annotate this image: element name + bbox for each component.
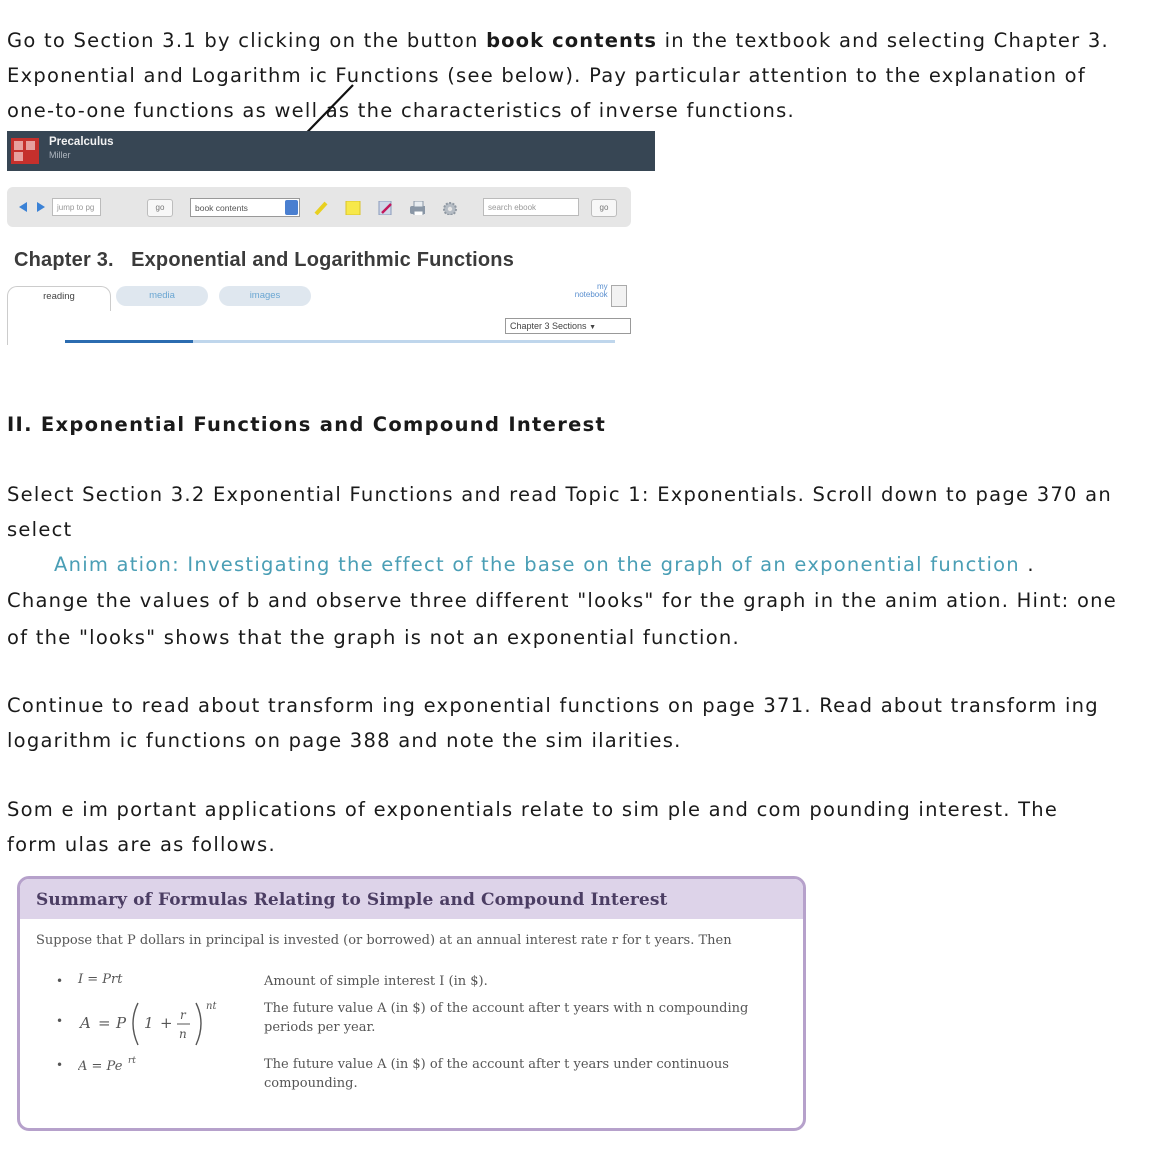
intro-line-1-text: Go to Section 3.1 by clicking on the button xyxy=(7,29,487,52)
svg-text:1: 1 xyxy=(144,1014,154,1032)
svg-text:+: + xyxy=(160,1014,173,1032)
search-go-button[interactable]: go xyxy=(591,199,617,217)
svg-text:rt: rt xyxy=(128,1056,136,1066)
print-icon[interactable] xyxy=(409,201,425,215)
chapter-sections-label: Chapter 3 Sections xyxy=(510,321,587,331)
svg-text:A: A xyxy=(80,1014,91,1032)
continuous-interest-description: The future value A (in $) of the account after t years under continuous compounding. xyxy=(264,1057,729,1091)
publisher-logo xyxy=(11,138,39,164)
svg-text:r: r xyxy=(180,1008,186,1022)
section-2-heading: II. Exponential Functions and Compound Interest xyxy=(7,413,607,436)
spinner-icon xyxy=(285,200,298,215)
tab-divider xyxy=(7,309,8,345)
compound-interest-description: The future value A (in $) of the account after t years with n compounding periods per year. xyxy=(264,1001,749,1035)
back-arrow-icon[interactable] xyxy=(19,202,27,212)
s2-p1-link-tail: . xyxy=(1019,553,1035,576)
section-2-paragraph-3 xyxy=(7,792,1167,862)
book-contents-emphasis: book contents xyxy=(486,29,658,52)
intro-paragraph xyxy=(7,23,1167,128)
intro-line-2: Exponential and Logarithm ic Functions (see below). Pay particular attention to the explanation of xyxy=(7,64,1086,87)
svg-text:nt: nt xyxy=(206,1001,217,1012)
simple-interest-description: Amount of simple interest I (in $). xyxy=(264,974,488,989)
ebook-screenshot xyxy=(7,131,655,345)
bullet-icon: • xyxy=(56,1058,64,1072)
ebook-toolbar xyxy=(7,187,631,227)
sticky-note-icon[interactable] xyxy=(345,201,361,215)
tab-media[interactable]: media xyxy=(116,286,208,306)
s2-p3-line-2: form ulas are as follows. xyxy=(7,833,276,856)
svg-text:P: P xyxy=(116,1014,127,1032)
search-ebook-input[interactable]: search ebook xyxy=(483,198,579,216)
s2-p1-line-3 xyxy=(7,547,1167,582)
notebook-icon[interactable] xyxy=(611,285,627,307)
compound-interest-formula xyxy=(78,995,238,1055)
notebook-my-label: my xyxy=(597,282,608,291)
intro-line-1 xyxy=(7,23,1167,58)
s2-p1-line-1: Select Section 3.2 Exponential Functions and read Topic 1: Exponentials. Scroll down to page 370 an xyxy=(7,483,1112,506)
chapter-heading: Chapter 3. Exponential and Logarithmic Functions xyxy=(14,249,515,271)
chapter-sections-select[interactable] xyxy=(505,318,631,334)
s2-p1-line-5: of the "looks" shows that the graph is not an exponential function. xyxy=(7,626,740,649)
s2-p1-line-4: Change the values of b and observe three different "looks" for the graph in the anim ation. Hint: one xyxy=(7,589,1117,612)
tab-images[interactable]: images xyxy=(219,286,311,306)
compound-interest-formula-graphic xyxy=(78,995,238,1051)
ebook-header xyxy=(7,131,655,171)
tab-reading[interactable]: reading xyxy=(7,286,111,311)
highlighter-icon[interactable] xyxy=(313,201,329,215)
bullet-icon: • xyxy=(56,1014,64,1028)
jump-to-page-input[interactable]: jump to pg xyxy=(52,198,101,216)
formula-box-intro: Suppose that P dollars in principal is invested (or borrowed) at an annual interest rate r for t years. Then xyxy=(36,933,732,948)
book-contents-select[interactable] xyxy=(190,198,300,217)
ebook-author: Miller xyxy=(49,150,71,160)
bookmark-icon[interactable] xyxy=(377,201,393,215)
svg-text:n: n xyxy=(179,1027,187,1041)
section-2-paragraph-1 xyxy=(7,477,1167,655)
progress-fill xyxy=(65,340,193,343)
intro-line-1-tail: in the textbook and selecting Chapter 3. xyxy=(657,29,1109,52)
formula-summary-box xyxy=(17,876,806,1131)
animation-link[interactable]: Anim ation: Investigating the effect of the base on the graph of an exponential function xyxy=(54,553,1020,576)
book-contents-label: book contents xyxy=(195,203,248,213)
continuous-interest-formula-graphic xyxy=(78,1055,158,1075)
bullet-icon: • xyxy=(56,974,64,988)
ebook-title: Precalculus xyxy=(49,136,114,148)
notebook-link[interactable] xyxy=(565,283,608,299)
svg-text:A = Pe: A = Pe xyxy=(78,1059,123,1074)
continuous-interest-formula xyxy=(78,1055,158,1079)
s2-p2-line-1: Continue to read about transform ing exponential functions on page 371. Read about transform ing xyxy=(7,694,1099,717)
s2-p1-line-2: select xyxy=(7,518,73,541)
s2-p3-line-1: Som e im portant applications of exponentials relate to sim ple and com pounding interest. The xyxy=(7,798,1059,821)
simple-interest-formula: I = Prt xyxy=(78,972,123,987)
jump-go-button[interactable]: go xyxy=(147,199,173,217)
notebook-label: notebook xyxy=(574,290,608,299)
s2-p2-line-2: logarithm ic functions on page 388 and note the sim ilarities. xyxy=(7,729,682,752)
intro-line-3: one-to-one functions as well as the characteristics of inverse functions. xyxy=(7,99,795,122)
dropdown-arrow-icon: ▼ xyxy=(589,324,596,331)
section-2-paragraph-2 xyxy=(7,688,1167,758)
settings-gear-icon[interactable] xyxy=(441,201,457,215)
formula-box-title: Summary of Formulas Relating to Simple and Compound Interest xyxy=(36,890,668,910)
forward-arrow-icon[interactable] xyxy=(37,202,45,212)
svg-text:=: = xyxy=(98,1014,111,1032)
